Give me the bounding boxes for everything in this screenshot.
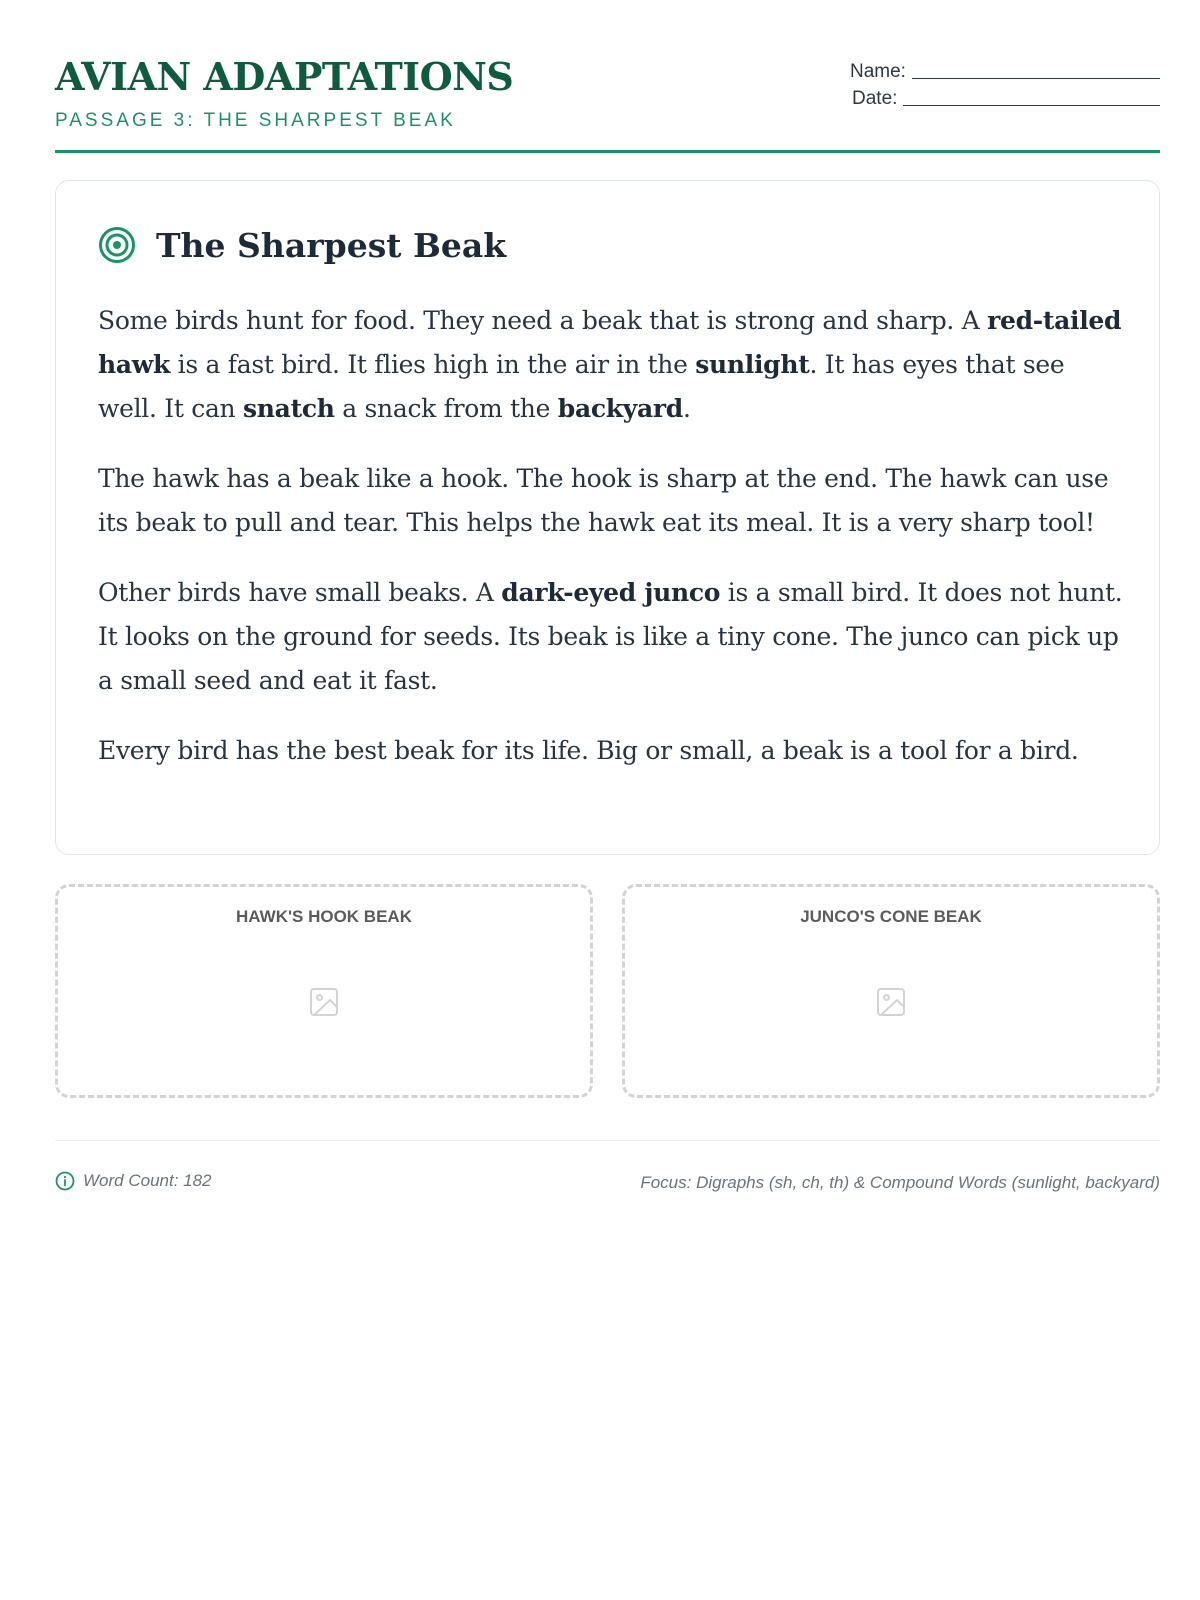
word-count-text: Word Count: 182 — [83, 1171, 212, 1190]
target-icon — [98, 226, 136, 264]
p1-vocab-snatch: snatch — [243, 394, 335, 423]
p1-text-5: . — [682, 394, 691, 423]
passage-heading — [98, 226, 506, 264]
junco-beak-label: JUNCO'S CONE BEAK — [800, 907, 982, 926]
p1-vocab-backyard: backyard — [557, 394, 683, 423]
worksheet-page — [55, 0, 1160, 1192]
hawk-beak-image-placeholder[interactable] — [55, 884, 593, 1098]
p3-text-2: is a small bird. It does not hunt. It looks on the ground for seeds. Its beak is like a tiny cone. The junco can pick up a small seed and eat it fast. — [98, 578, 1123, 695]
hawk-beak-label: HAWK'S HOOK BEAK — [236, 907, 412, 926]
p1-text-3: . It has eyes that see well. It can — [98, 350, 1065, 423]
p1-vocab-red-tailed-hawk: red-tailed hawk — [98, 306, 1122, 379]
date-blank-line[interactable] — [903, 87, 1160, 106]
word-count — [55, 1171, 212, 1191]
worksheet-footer — [55, 1140, 1160, 1201]
image-placeholder-row — [55, 884, 1160, 1098]
p3-text-1: Other birds have small beaks. A — [98, 578, 502, 607]
name-row — [850, 56, 1160, 83]
image-placeholder-icon — [876, 987, 906, 1017]
name-label: Name: — [850, 61, 906, 82]
passage-card — [55, 180, 1160, 855]
focus-note: Focus: Digraphs (sh, ch, th) & Compound Words (sunlight, backyard) — [640, 1173, 1160, 1192]
info-icon — [55, 1171, 75, 1191]
date-label: Date: — [852, 88, 898, 109]
p1-vocab-sunlight: sunlight — [695, 350, 810, 379]
passage-body — [98, 299, 1128, 799]
paragraph-3 — [98, 571, 1128, 703]
paragraph-4: Every bird has the best beak for its life. Big or small, a beak is a tool for a bird. — [98, 736, 1079, 765]
name-date-block — [850, 56, 1160, 110]
worksheet-title: AVIAN ADAPTATIONS — [55, 54, 514, 99]
p3-vocab-dark-eyed-junco: dark-eyed junco — [501, 578, 721, 607]
image-placeholder-icon — [309, 987, 339, 1017]
paragraph-1 — [98, 299, 1128, 431]
p1-text-1: Some birds hunt for food. They need a beak that is strong and sharp. A — [98, 306, 988, 335]
passage-subtitle: PASSAGE 3: THE SHARPEST BEAK — [55, 110, 456, 131]
p1-text-4: a snack from the — [334, 394, 558, 423]
date-row — [850, 83, 1160, 110]
paragraph-2: The hawk has a beak like a hook. The hook is sharp at the end. The hawk can use its beak to pull and tear. This helps the hawk eat its meal. It is a very sharp tool! — [98, 464, 1109, 537]
worksheet-header — [55, 0, 1160, 153]
passage-title: The Sharpest Beak — [156, 225, 507, 265]
name-blank-line[interactable] — [912, 60, 1160, 79]
p1-text-2: is a fast bird. It flies high in the air in the — [170, 350, 696, 379]
junco-beak-image-placeholder[interactable] — [622, 884, 1160, 1098]
